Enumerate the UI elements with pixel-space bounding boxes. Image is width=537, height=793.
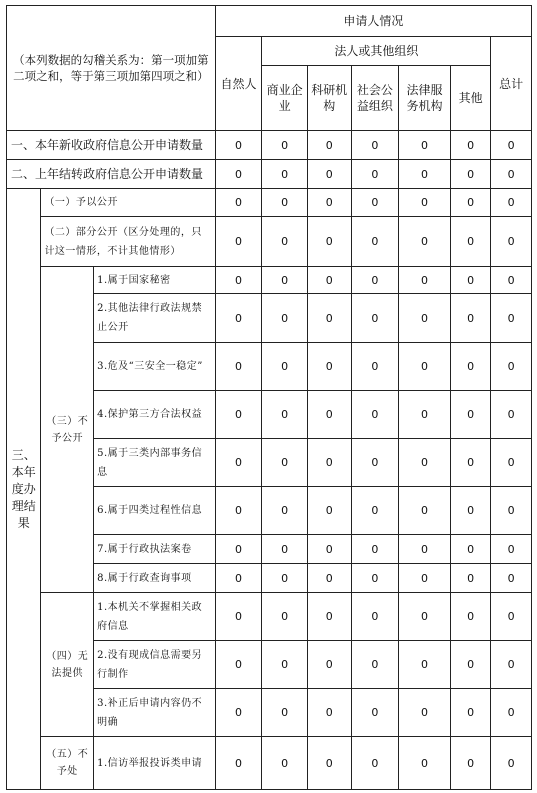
cell-value: 0 xyxy=(215,439,262,487)
cell-value: 0 xyxy=(307,217,351,267)
cell-value: 0 xyxy=(262,689,308,737)
cell-value: 0 xyxy=(399,689,451,737)
legal-service-header: 法律服务机构 xyxy=(399,66,451,131)
table-row xyxy=(7,189,532,217)
cell-value: 0 xyxy=(351,737,399,790)
cell-value: 0 xyxy=(307,564,351,593)
cell-value: 0 xyxy=(491,564,532,593)
natural-person-header: 自然人 xyxy=(215,37,262,131)
legal-group-header: 法人或其他组织 xyxy=(262,37,491,66)
row-label: 一、本年新收政府信息公开申请数量 xyxy=(7,131,216,160)
group-label: （三）不予公开 xyxy=(41,267,94,593)
cell-value: 0 xyxy=(215,160,262,189)
cell-value: 0 xyxy=(450,294,491,343)
row-label: 2.没有现成信息需要另行制作 xyxy=(94,641,216,689)
cell-value: 0 xyxy=(215,294,262,343)
applicant-header: 申请人情况 xyxy=(215,6,531,37)
cell-value: 0 xyxy=(351,689,399,737)
table-row xyxy=(7,593,532,641)
table-row xyxy=(7,131,532,160)
research-header: 科研机构 xyxy=(307,66,351,131)
cell-value: 0 xyxy=(215,641,262,689)
public-welfare-header: 社会公益组织 xyxy=(351,66,399,131)
cell-value: 0 xyxy=(351,593,399,641)
cell-value: 0 xyxy=(351,294,399,343)
cell-value: 0 xyxy=(491,189,532,217)
cell-value: 0 xyxy=(307,737,351,790)
cell-value: 0 xyxy=(307,267,351,294)
cell-value: 0 xyxy=(491,160,532,189)
cell-value: 0 xyxy=(491,391,532,439)
cell-value: 0 xyxy=(491,641,532,689)
row-label: 6.属于四类过程性信息 xyxy=(94,487,216,535)
row-label: （二）部分公开（区分处理的，只计这一情形，不计其他情形） xyxy=(41,217,215,267)
row-label: 2.其他法律行政法规禁止公开 xyxy=(94,294,216,343)
cell-value: 0 xyxy=(399,294,451,343)
cell-value: 0 xyxy=(307,439,351,487)
cell-value: 0 xyxy=(215,593,262,641)
row-label: 8.属于行政查询事项 xyxy=(94,564,216,593)
cell-value: 0 xyxy=(262,343,308,391)
table-row xyxy=(7,737,532,790)
column-note: （本列数据的勾稽关系为：第一项加第二项之和，等于第三项加第四项之和） xyxy=(7,6,216,131)
cell-value: 0 xyxy=(450,487,491,535)
cell-value: 0 xyxy=(450,564,491,593)
cell-value: 0 xyxy=(307,689,351,737)
cell-value: 0 xyxy=(215,391,262,439)
cell-value: 0 xyxy=(399,391,451,439)
cell-value: 0 xyxy=(399,737,451,790)
cell-value: 0 xyxy=(351,267,399,294)
section3-label: 三、本年度办理结果 xyxy=(7,189,41,790)
table-row xyxy=(7,160,532,189)
cell-value: 0 xyxy=(215,267,262,294)
row-label: 1.信访举报投诉类申请 xyxy=(94,737,216,790)
cell-value: 0 xyxy=(351,343,399,391)
cell-value: 0 xyxy=(215,487,262,535)
cell-value: 0 xyxy=(262,391,308,439)
table-row xyxy=(7,267,532,294)
cell-value: 0 xyxy=(307,535,351,564)
cell-value: 0 xyxy=(307,487,351,535)
gov-info-disclosure-table xyxy=(6,5,532,790)
cell-value: 0 xyxy=(351,641,399,689)
cell-value: 0 xyxy=(262,217,308,267)
cell-value: 0 xyxy=(215,189,262,217)
cell-value: 0 xyxy=(307,593,351,641)
cell-value: 0 xyxy=(351,535,399,564)
row-label: 5.属于三类内部事务信息 xyxy=(94,439,216,487)
cell-value: 0 xyxy=(450,217,491,267)
cell-value: 0 xyxy=(262,535,308,564)
cell-value: 0 xyxy=(399,564,451,593)
cell-value: 0 xyxy=(450,160,491,189)
cell-value: 0 xyxy=(351,131,399,160)
cell-value: 0 xyxy=(491,439,532,487)
cell-value: 0 xyxy=(450,439,491,487)
cell-value: 0 xyxy=(399,160,451,189)
cell-value: 0 xyxy=(399,343,451,391)
cell-value: 0 xyxy=(307,131,351,160)
other-header: 其他 xyxy=(450,66,491,131)
cell-value: 0 xyxy=(262,160,308,189)
cell-value: 0 xyxy=(262,593,308,641)
table-row xyxy=(7,217,532,267)
cell-value: 0 xyxy=(399,217,451,267)
cell-value: 0 xyxy=(399,439,451,487)
cell-value: 0 xyxy=(450,689,491,737)
cell-value: 0 xyxy=(215,689,262,737)
cell-value: 0 xyxy=(399,131,451,160)
cell-value: 0 xyxy=(262,641,308,689)
row-label: 1.属于国家秘密 xyxy=(94,267,216,294)
cell-value: 0 xyxy=(450,391,491,439)
cell-value: 0 xyxy=(215,737,262,790)
cell-value: 0 xyxy=(215,131,262,160)
cell-value: 0 xyxy=(491,535,532,564)
cell-value: 0 xyxy=(351,391,399,439)
cell-value: 0 xyxy=(491,737,532,790)
cell-value: 0 xyxy=(450,131,491,160)
cell-value: 0 xyxy=(491,487,532,535)
row-label: （一）予以公开 xyxy=(41,189,215,217)
row-label: 7.属于行政执法案卷 xyxy=(94,535,216,564)
cell-value: 0 xyxy=(262,439,308,487)
cell-value: 0 xyxy=(215,535,262,564)
cell-value: 0 xyxy=(351,487,399,535)
cell-value: 0 xyxy=(491,343,532,391)
cell-value: 0 xyxy=(262,294,308,343)
cell-value: 0 xyxy=(399,641,451,689)
cell-value: 0 xyxy=(262,267,308,294)
cell-value: 0 xyxy=(450,641,491,689)
cell-value: 0 xyxy=(307,343,351,391)
cell-value: 0 xyxy=(399,487,451,535)
cell-value: 0 xyxy=(262,487,308,535)
cell-value: 0 xyxy=(399,593,451,641)
total-header: 总计 xyxy=(491,37,532,131)
cell-value: 0 xyxy=(491,217,532,267)
cell-value: 0 xyxy=(450,593,491,641)
cell-value: 0 xyxy=(307,391,351,439)
group-label: （四）无法提供 xyxy=(41,593,94,737)
cell-value: 0 xyxy=(491,294,532,343)
cell-value: 0 xyxy=(399,189,451,217)
cell-value: 0 xyxy=(215,217,262,267)
cell-value: 0 xyxy=(351,564,399,593)
cell-value: 0 xyxy=(307,189,351,217)
cell-value: 0 xyxy=(450,189,491,217)
row-label: 3.危及“三安全一稳定” xyxy=(94,343,216,391)
row-label: 1.本机关不掌握相关政府信息 xyxy=(94,593,216,641)
cell-value: 0 xyxy=(491,267,532,294)
cell-value: 0 xyxy=(262,189,308,217)
cell-value: 0 xyxy=(399,267,451,294)
cell-value: 0 xyxy=(351,160,399,189)
cell-value: 0 xyxy=(307,641,351,689)
row-label: 3.补正后申请内容仍不明确 xyxy=(94,689,216,737)
cell-value: 0 xyxy=(351,189,399,217)
cell-value: 0 xyxy=(450,737,491,790)
cell-value: 0 xyxy=(399,535,451,564)
cell-value: 0 xyxy=(215,343,262,391)
cell-value: 0 xyxy=(307,160,351,189)
row-label: 4.保护第三方合法权益 xyxy=(94,391,216,439)
cell-value: 0 xyxy=(351,217,399,267)
cell-value: 0 xyxy=(450,343,491,391)
cell-value: 0 xyxy=(262,737,308,790)
row-label: 二、上年结转政府信息公开申请数量 xyxy=(7,160,216,189)
cell-value: 0 xyxy=(215,564,262,593)
cell-value: 0 xyxy=(262,131,308,160)
cell-value: 0 xyxy=(491,131,532,160)
cell-value: 0 xyxy=(491,689,532,737)
cell-value: 0 xyxy=(491,593,532,641)
group-label: （五）不予处 xyxy=(41,737,94,790)
cell-value: 0 xyxy=(351,439,399,487)
cell-value: 0 xyxy=(450,535,491,564)
cell-value: 0 xyxy=(262,564,308,593)
cell-value: 0 xyxy=(450,267,491,294)
cell-value: 0 xyxy=(307,294,351,343)
commercial-header: 商业企业 xyxy=(262,66,308,131)
